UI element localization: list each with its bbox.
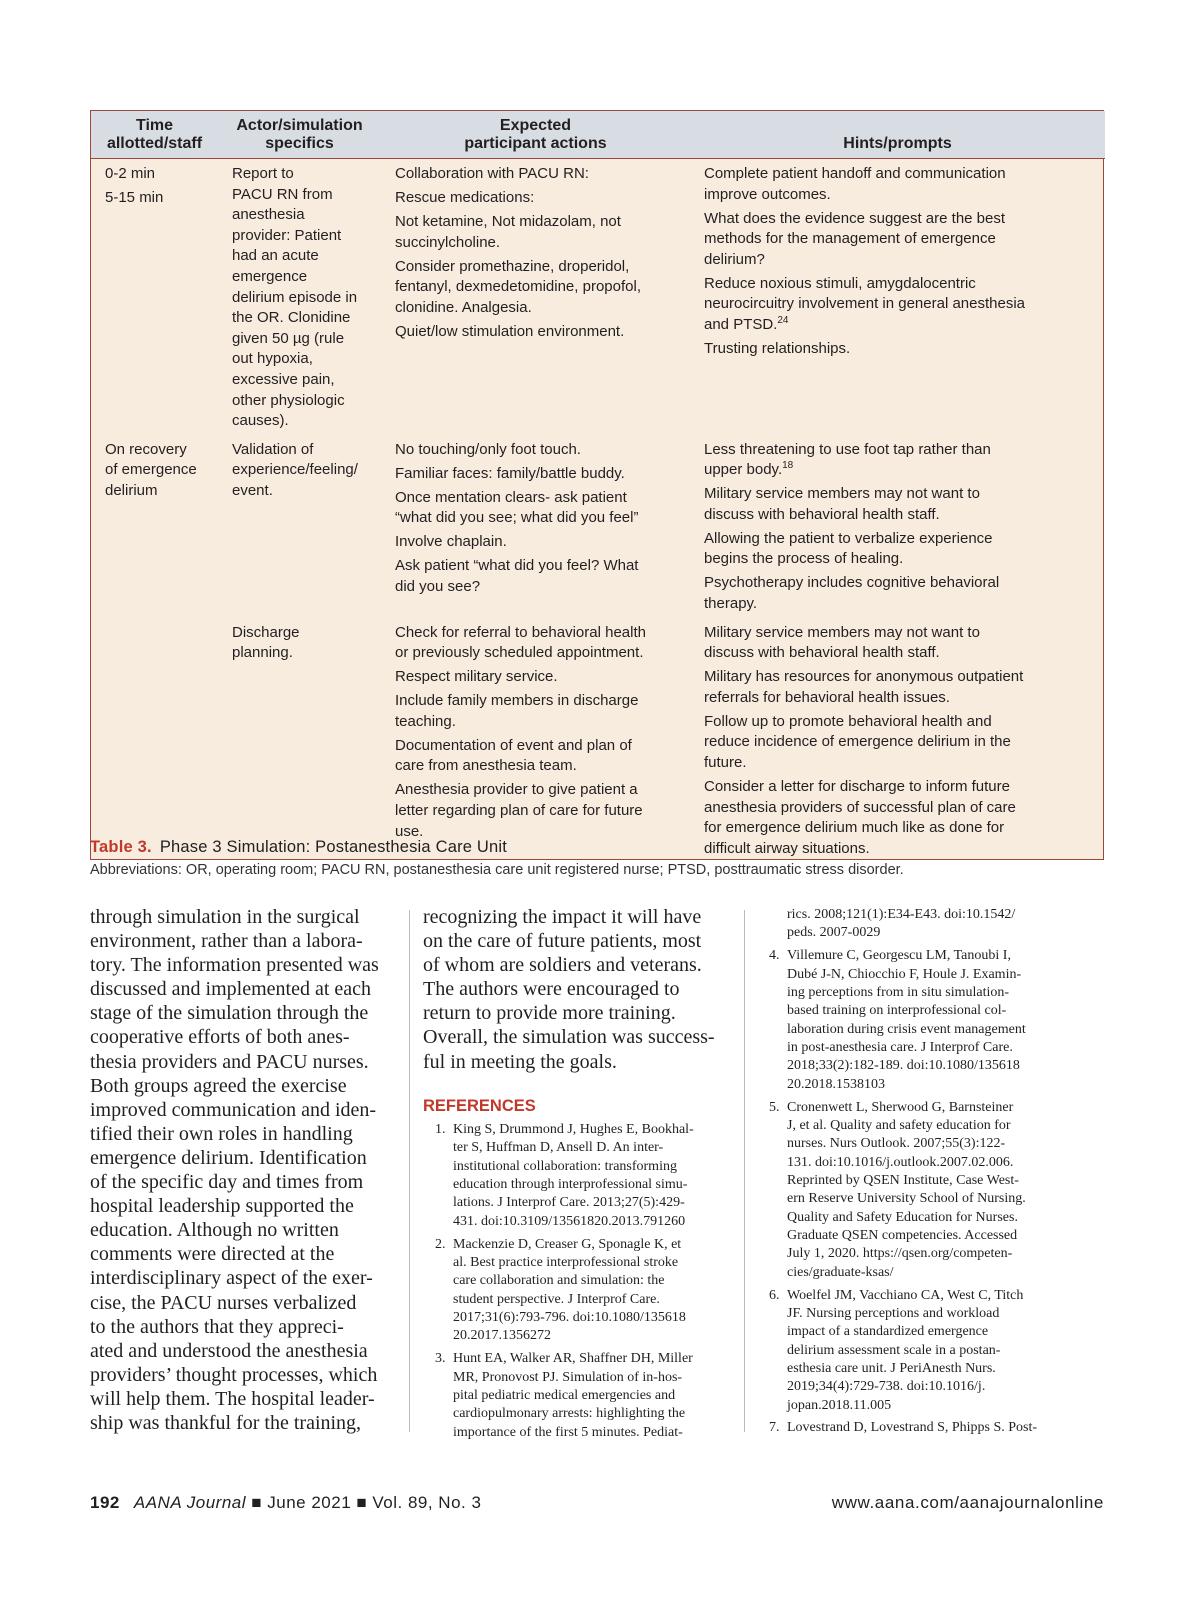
reference-line: education through interprofessional simu-	[453, 1177, 688, 1193]
reference-line: 2017;31(6):793-796. doi:10.1080/135618	[453, 1309, 686, 1325]
reference-line: impact of a standardized emergence	[787, 1324, 989, 1340]
reference-line: esthesia care unit. J PeriAnesth Nurs.	[787, 1360, 996, 1376]
cell-line: anesthesia providers of successful plan of care	[704, 798, 1016, 816]
body-line: cise, the PACU nurses verbalized	[90, 1291, 357, 1314]
reference-number: 3.	[435, 1351, 446, 1367]
body-line: return to provide more training.	[423, 1002, 676, 1025]
reference-item	[435, 1121, 753, 1231]
cell-line: future.	[704, 753, 747, 771]
body-line: ful in meeting the goals.	[423, 1050, 617, 1073]
reference-line: Dubé J-N, Chiocchio F, Houle J. Examin-	[787, 966, 1022, 982]
cell-line: Military has resources for anonymous outpatient	[704, 668, 1024, 686]
cell-line: fentanyl, dexmedetomidine, propofol,	[395, 278, 641, 296]
cell-paragraph	[395, 188, 684, 209]
reference-line: 2018;33(2):182-189. doi:10.1080/135618	[787, 1058, 1020, 1074]
cell-line: did you see?	[395, 577, 481, 595]
reference-line: Graduate QSEN competencies. Accessed	[787, 1227, 1018, 1243]
cell-paragraph	[395, 736, 684, 777]
cell-actor	[218, 159, 381, 432]
cell-line: improve outcomes.	[704, 185, 831, 203]
reference-line: Woelfel JM, Vacchiano CA, West C, Titch	[787, 1287, 1024, 1303]
body-line: thesia providers and PACU nurses.	[90, 1050, 369, 1073]
reference-line: 431. doi:10.3109/13561820.2013.791260	[453, 1213, 686, 1229]
reference-number: 2.	[435, 1236, 446, 1252]
cell-line: Consider promethazine, droperidol,	[395, 257, 630, 275]
table-caption	[90, 838, 507, 857]
reference-line: 131. doi:10.1016/j.outlook.2007.02.006.	[787, 1154, 1014, 1170]
reference-item	[769, 1419, 1087, 1437]
cell-line: Involve chaplain.	[395, 533, 507, 551]
cell-paragraph	[395, 440, 684, 461]
cell-line: Anesthesia provider to give patient a	[395, 781, 638, 799]
cell-line: neurocircuitry involvement in general anesthesia	[704, 295, 1026, 313]
cell-time	[91, 432, 218, 615]
cell-line: or previously scheduled appointment.	[395, 644, 644, 662]
cell-paragraph	[395, 623, 684, 664]
body-column-1	[90, 905, 398, 1435]
cell-line: “what did you see; what did you feel”	[395, 509, 639, 527]
cell-line: given 50 µg (rule	[232, 329, 345, 347]
cell-actions	[381, 432, 690, 615]
journal-issue: ■ June 2021 ■ Vol. 89, No. 3	[246, 1493, 482, 1512]
body-line: Overall, the simulation was success-	[423, 1026, 715, 1049]
body-line: will help them. The hospital leader-	[90, 1387, 375, 1410]
body-line: education. Although no written	[90, 1219, 339, 1242]
body-line: stage of the simulation through the	[90, 1002, 369, 1025]
journal-name: AANA Journal	[133, 1493, 247, 1512]
reference-line: cies/graduate-ksas/	[787, 1264, 894, 1280]
footer-citation	[90, 1493, 481, 1513]
body-line: through simulation in the surgical	[90, 906, 360, 928]
cell-line: Consider a letter for discharge to inform future	[704, 777, 1010, 795]
cell-line: What does the evidence suggest are the best	[704, 209, 1006, 227]
cell-paragraph	[704, 667, 1099, 708]
cell-line: planning.	[232, 644, 293, 662]
cell-paragraph	[395, 780, 684, 842]
cell-line: referrals for behavioral health issues.	[704, 688, 950, 706]
reference-line: Quality and Safety Education for Nurses.	[787, 1209, 1018, 1225]
cell-line: 5-15 min	[105, 188, 164, 206]
reference-line: JF. Nursing perceptions and workload	[787, 1305, 1000, 1321]
cell-line: upper body.	[704, 461, 783, 479]
cell-actions	[381, 159, 690, 432]
cell-line: Allowing the patient to verbalize experience	[704, 529, 993, 547]
cell-line: other physiologic	[232, 391, 345, 409]
cell-time	[91, 615, 218, 860]
reference-line: delirium assessment scale in a postan-	[787, 1342, 1001, 1358]
cell-paragraph	[704, 274, 1099, 336]
reference-line: July 1, 2020. https://qsen.org/competen-	[787, 1246, 1013, 1262]
reference-line: 20.2017.1356272	[453, 1328, 551, 1344]
body-column-2	[423, 905, 731, 1074]
cell-line: Psychotherapy includes cognitive behavioral	[704, 574, 1000, 592]
cell-hints	[690, 615, 1105, 860]
cell-line: emergence	[232, 267, 308, 285]
cell-line: Reduce noxious stimuli, amygdalocentric	[704, 274, 976, 292]
reference-line: ing perceptions from in situ simulation-	[787, 984, 1010, 1000]
body-line: of whom are soldiers and veterans.	[423, 954, 702, 977]
cell-paragraph	[704, 440, 1099, 481]
cell-line: succinylcholine.	[395, 233, 501, 251]
cell-line: begins the process of healing.	[704, 550, 904, 568]
cell-line: clonidine. Analgesia.	[395, 298, 532, 316]
cell-line: use.	[395, 822, 424, 840]
reference-line: 20.2018.1538103	[787, 1076, 885, 1092]
body-line: hospital leadership supported the	[90, 1195, 354, 1218]
reference-line: lations. J Interprof Care. 2013;27(5):429-	[453, 1195, 685, 1211]
cell-line: teaching.	[395, 712, 456, 730]
citation-superscript: 24	[777, 314, 789, 326]
reference-line: 2019;34(4):729-738. doi:10.1016/j.	[787, 1379, 986, 1395]
cell-actions	[381, 615, 690, 860]
cell-line: anesthesia	[232, 206, 305, 224]
reference-line: Lovestrand D, Lovestrand S, Phipps S. Post-	[787, 1420, 1038, 1436]
reference-item	[769, 1287, 1087, 1415]
citation-superscript: 18	[782, 460, 794, 472]
cell-line: Include family members in discharge	[395, 692, 639, 710]
reference-line: peds. 2007-0029	[787, 925, 881, 941]
body-line: discussed and implemented at each	[90, 978, 372, 1001]
reference-line: laboration during crisis event management	[787, 1021, 1026, 1037]
body-line: recognizing the impact it will have	[423, 906, 702, 928]
cell-paragraph	[395, 488, 684, 529]
table-caption-title: Phase 3 Simulation: Postanesthesia Care Unit	[159, 838, 508, 856]
reference-line: importance of the first 5 minutes. Pediat-	[453, 1424, 683, 1440]
cell-line: Follow up to promote behavioral health and	[704, 712, 992, 730]
reference-line: ter S, Huffman D, Ansell D. An inter-	[453, 1140, 664, 1156]
cell-line: No touching/only foot touch.	[395, 440, 581, 458]
reference-line: in post-anesthesia care. J Interprof Care.	[787, 1039, 1013, 1055]
table-header-row	[91, 111, 1105, 159]
cell-line: and PTSD.	[704, 315, 778, 333]
cell-line: Discharge	[232, 623, 300, 641]
cell-paragraph	[704, 164, 1099, 205]
reference-line: Villemure C, Georgescu LM, Tanoubi I,	[787, 948, 1011, 964]
reference-item	[769, 947, 1087, 1094]
body-line: improved communication and iden-	[90, 1098, 377, 1121]
cell-line: Check for referral to behavioral health	[395, 623, 646, 641]
reference-line: al. Best practice interprofessional stroke	[453, 1254, 679, 1270]
body-line: comments were directed at the	[90, 1243, 335, 1266]
cell-line: delirium episode in	[232, 288, 358, 306]
cell-line: therapy.	[704, 595, 758, 613]
cell-line: Once mentation clears- ask patient	[395, 488, 627, 506]
cell-line: causes).	[232, 412, 289, 430]
cell-paragraph	[105, 164, 212, 208]
body-line: of the specific day and times from	[90, 1171, 364, 1194]
cell-line: Documentation of event and plan of	[395, 736, 632, 754]
body-line: providers’ thought processes, which	[90, 1363, 378, 1386]
reference-line: rics. 2008;121(1):E34-E43. doi:10.1542/	[787, 907, 1016, 922]
cell-paragraph	[395, 667, 684, 688]
cell-line: Collaboration with PACU RN:	[395, 165, 589, 182]
footer-url: www.aana.com/aanajournalonline	[831, 1493, 1104, 1512]
cell-paragraph	[395, 464, 684, 485]
reference-number: 7.	[769, 1420, 780, 1436]
reference-line: Cronenwett L, Sherwood G, Barnsteiner	[787, 1099, 1014, 1115]
reference-line: based training on interprofessional col-	[787, 1003, 1007, 1019]
cell-line: event.	[232, 481, 273, 499]
cell-paragraph	[395, 322, 684, 343]
reference-line: J, et al. Quality and safety education for	[787, 1117, 1011, 1133]
cell-paragraph	[704, 573, 1099, 614]
cell-line: delirium?	[704, 250, 765, 268]
cell-paragraph	[704, 339, 1099, 360]
table-caption-label: Table 3.	[90, 838, 152, 856]
cell-line: Not ketamine, Not midazolam, not	[395, 212, 621, 230]
cell-line: Report to	[232, 165, 294, 182]
cell-paragraph	[704, 777, 1099, 859]
reference-line: student perspective. J Interprof Care.	[453, 1291, 660, 1307]
body-line: emergence delirium. Identification	[90, 1146, 367, 1169]
table-abbreviations: Abbreviations: OR, operating room; PACU RN, postanesthesia care unit registered nurse; PTSD, posttraumatic stress disorder.	[90, 862, 904, 878]
reference-item	[769, 1099, 1087, 1282]
table-row	[91, 432, 1105, 615]
cell-line: experience/feeling/	[232, 461, 358, 479]
cell-actor	[218, 432, 381, 615]
simulation-table	[91, 111, 1105, 859]
reference-item	[435, 1236, 753, 1346]
cell-paragraph	[395, 691, 684, 732]
cell-line: Military service members may not want to	[704, 485, 980, 503]
header-actor: Actor/simulation specifics	[218, 111, 381, 159]
table-row	[91, 159, 1105, 432]
reference-line: nurses. Nurs Outlook. 2007;55(3):122-	[787, 1136, 1006, 1152]
header-actions: Expected participant actions	[381, 111, 690, 159]
reference-line: King S, Drummond J, Hughes E, Bookhal-	[453, 1122, 694, 1137]
cell-line: had an acute	[232, 247, 319, 265]
reference-line: cardiopulmonary arrests: highlighting the	[453, 1406, 686, 1422]
cell-line: the OR. Clonidine	[232, 309, 351, 327]
cell-paragraph	[395, 164, 684, 185]
reference-line: jopan.2018.11.005	[787, 1397, 892, 1413]
reference-line: MR, Pronovost PJ. Simulation of in-hos-	[453, 1369, 683, 1385]
cell-paragraph	[704, 623, 1099, 664]
column-divider	[409, 910, 410, 1432]
cell-line: delirium	[105, 481, 158, 499]
cell-line: discuss with behavioral health staff.	[704, 644, 940, 662]
cell-paragraph	[704, 484, 1099, 525]
reference-number: 4.	[769, 948, 780, 964]
cell-hints	[690, 159, 1105, 432]
reference-item	[787, 906, 1087, 943]
cell-paragraph	[704, 529, 1099, 570]
cell-line: care from anesthesia team.	[395, 757, 577, 775]
body-line: on the care of future patients, most	[423, 930, 702, 953]
body-line: ship was thankful for the training,	[90, 1411, 362, 1434]
table-3	[90, 110, 1104, 860]
cell-line: provider: Patient	[232, 226, 342, 244]
reference-line: care collaboration and simulation: the	[453, 1273, 665, 1289]
body-line: interdisciplinary aspect of the exer-	[90, 1267, 373, 1290]
cell-line: excessive pain,	[232, 370, 335, 388]
cell-line: discuss with behavioral health staff.	[704, 505, 940, 523]
cell-line: 0-2 min	[105, 165, 156, 182]
cell-actor	[218, 615, 381, 860]
cell-paragraph	[395, 257, 684, 319]
cell-line: methods for the management of emergence	[704, 230, 996, 248]
body-line: to the authors that they appreci-	[90, 1315, 344, 1338]
reference-line: Reprinted by QSEN Institute, Case West-	[787, 1172, 1019, 1188]
cell-line: Less threatening to use foot tap rather than	[704, 440, 991, 458]
cell-line: Trusting relationships.	[704, 339, 851, 357]
body-line: The authors were encouraged to	[423, 978, 680, 1001]
cell-paragraph	[395, 556, 684, 597]
cell-line: letter regarding plan of care for future	[395, 801, 643, 819]
reference-number: 1.	[435, 1122, 446, 1137]
body-line: ated and understood the anesthesia	[90, 1339, 368, 1362]
cell-line: Quiet/low stimulation environment.	[395, 322, 625, 340]
reference-line: Mackenzie D, Creaser G, Sponagle K, et	[453, 1236, 682, 1252]
cell-line: of emergence	[105, 461, 197, 479]
page-number: 192	[90, 1493, 120, 1512]
body-line: tory. The information presented was	[90, 954, 379, 977]
header-time: Time allotted/staff	[91, 111, 218, 159]
cell-hints	[690, 432, 1105, 615]
reference-number: 6.	[769, 1287, 780, 1303]
header-hints: Hints/prompts	[690, 111, 1105, 159]
cell-line: Respect military service.	[395, 668, 558, 686]
table-row	[91, 615, 1105, 860]
body-line: cooperative efforts of both anes-	[90, 1026, 350, 1049]
references-heading: REFERENCES	[423, 1097, 536, 1115]
cell-line: Ask patient “what did you feel? What	[395, 557, 639, 575]
body-line: environment, rather than a labora-	[90, 930, 363, 953]
cell-line: Familiar faces: family/battle buddy.	[395, 464, 625, 482]
cell-line: for emergence delirium much like as done for	[704, 819, 1005, 837]
cell-line: PACU RN from	[232, 185, 333, 203]
cell-paragraph	[395, 532, 684, 553]
body-line: tified their own roles in handling	[90, 1122, 353, 1145]
cell-line: Military service members may not want to	[704, 623, 980, 641]
cell-paragraph	[395, 212, 684, 253]
reference-line: Hunt EA, Walker AR, Shaffner DH, Miller	[453, 1351, 693, 1367]
cell-line: Rescue medications:	[395, 188, 535, 206]
cell-line: reduce incidence of emergence delirium in the	[704, 733, 1011, 751]
reference-line: ern Reserve University School of Nursing.	[787, 1191, 1026, 1207]
cell-line: Validation of	[232, 440, 314, 458]
cell-line: out hypoxia,	[232, 350, 313, 368]
cell-line: Complete patient handoff and communication	[704, 165, 1006, 182]
reference-item	[435, 1350, 753, 1442]
cell-paragraph	[704, 209, 1099, 271]
cell-time	[91, 159, 218, 432]
reference-number: 5.	[769, 1099, 780, 1115]
reference-line: institutional collaboration: transforming	[453, 1158, 677, 1174]
cell-line: On recovery	[105, 440, 187, 458]
cell-paragraph	[704, 712, 1099, 774]
body-line: Both groups agreed the exercise	[90, 1074, 347, 1097]
cell-line: difficult airway situations.	[704, 839, 870, 857]
reference-line: pital pediatric medical emergencies and	[453, 1387, 676, 1403]
